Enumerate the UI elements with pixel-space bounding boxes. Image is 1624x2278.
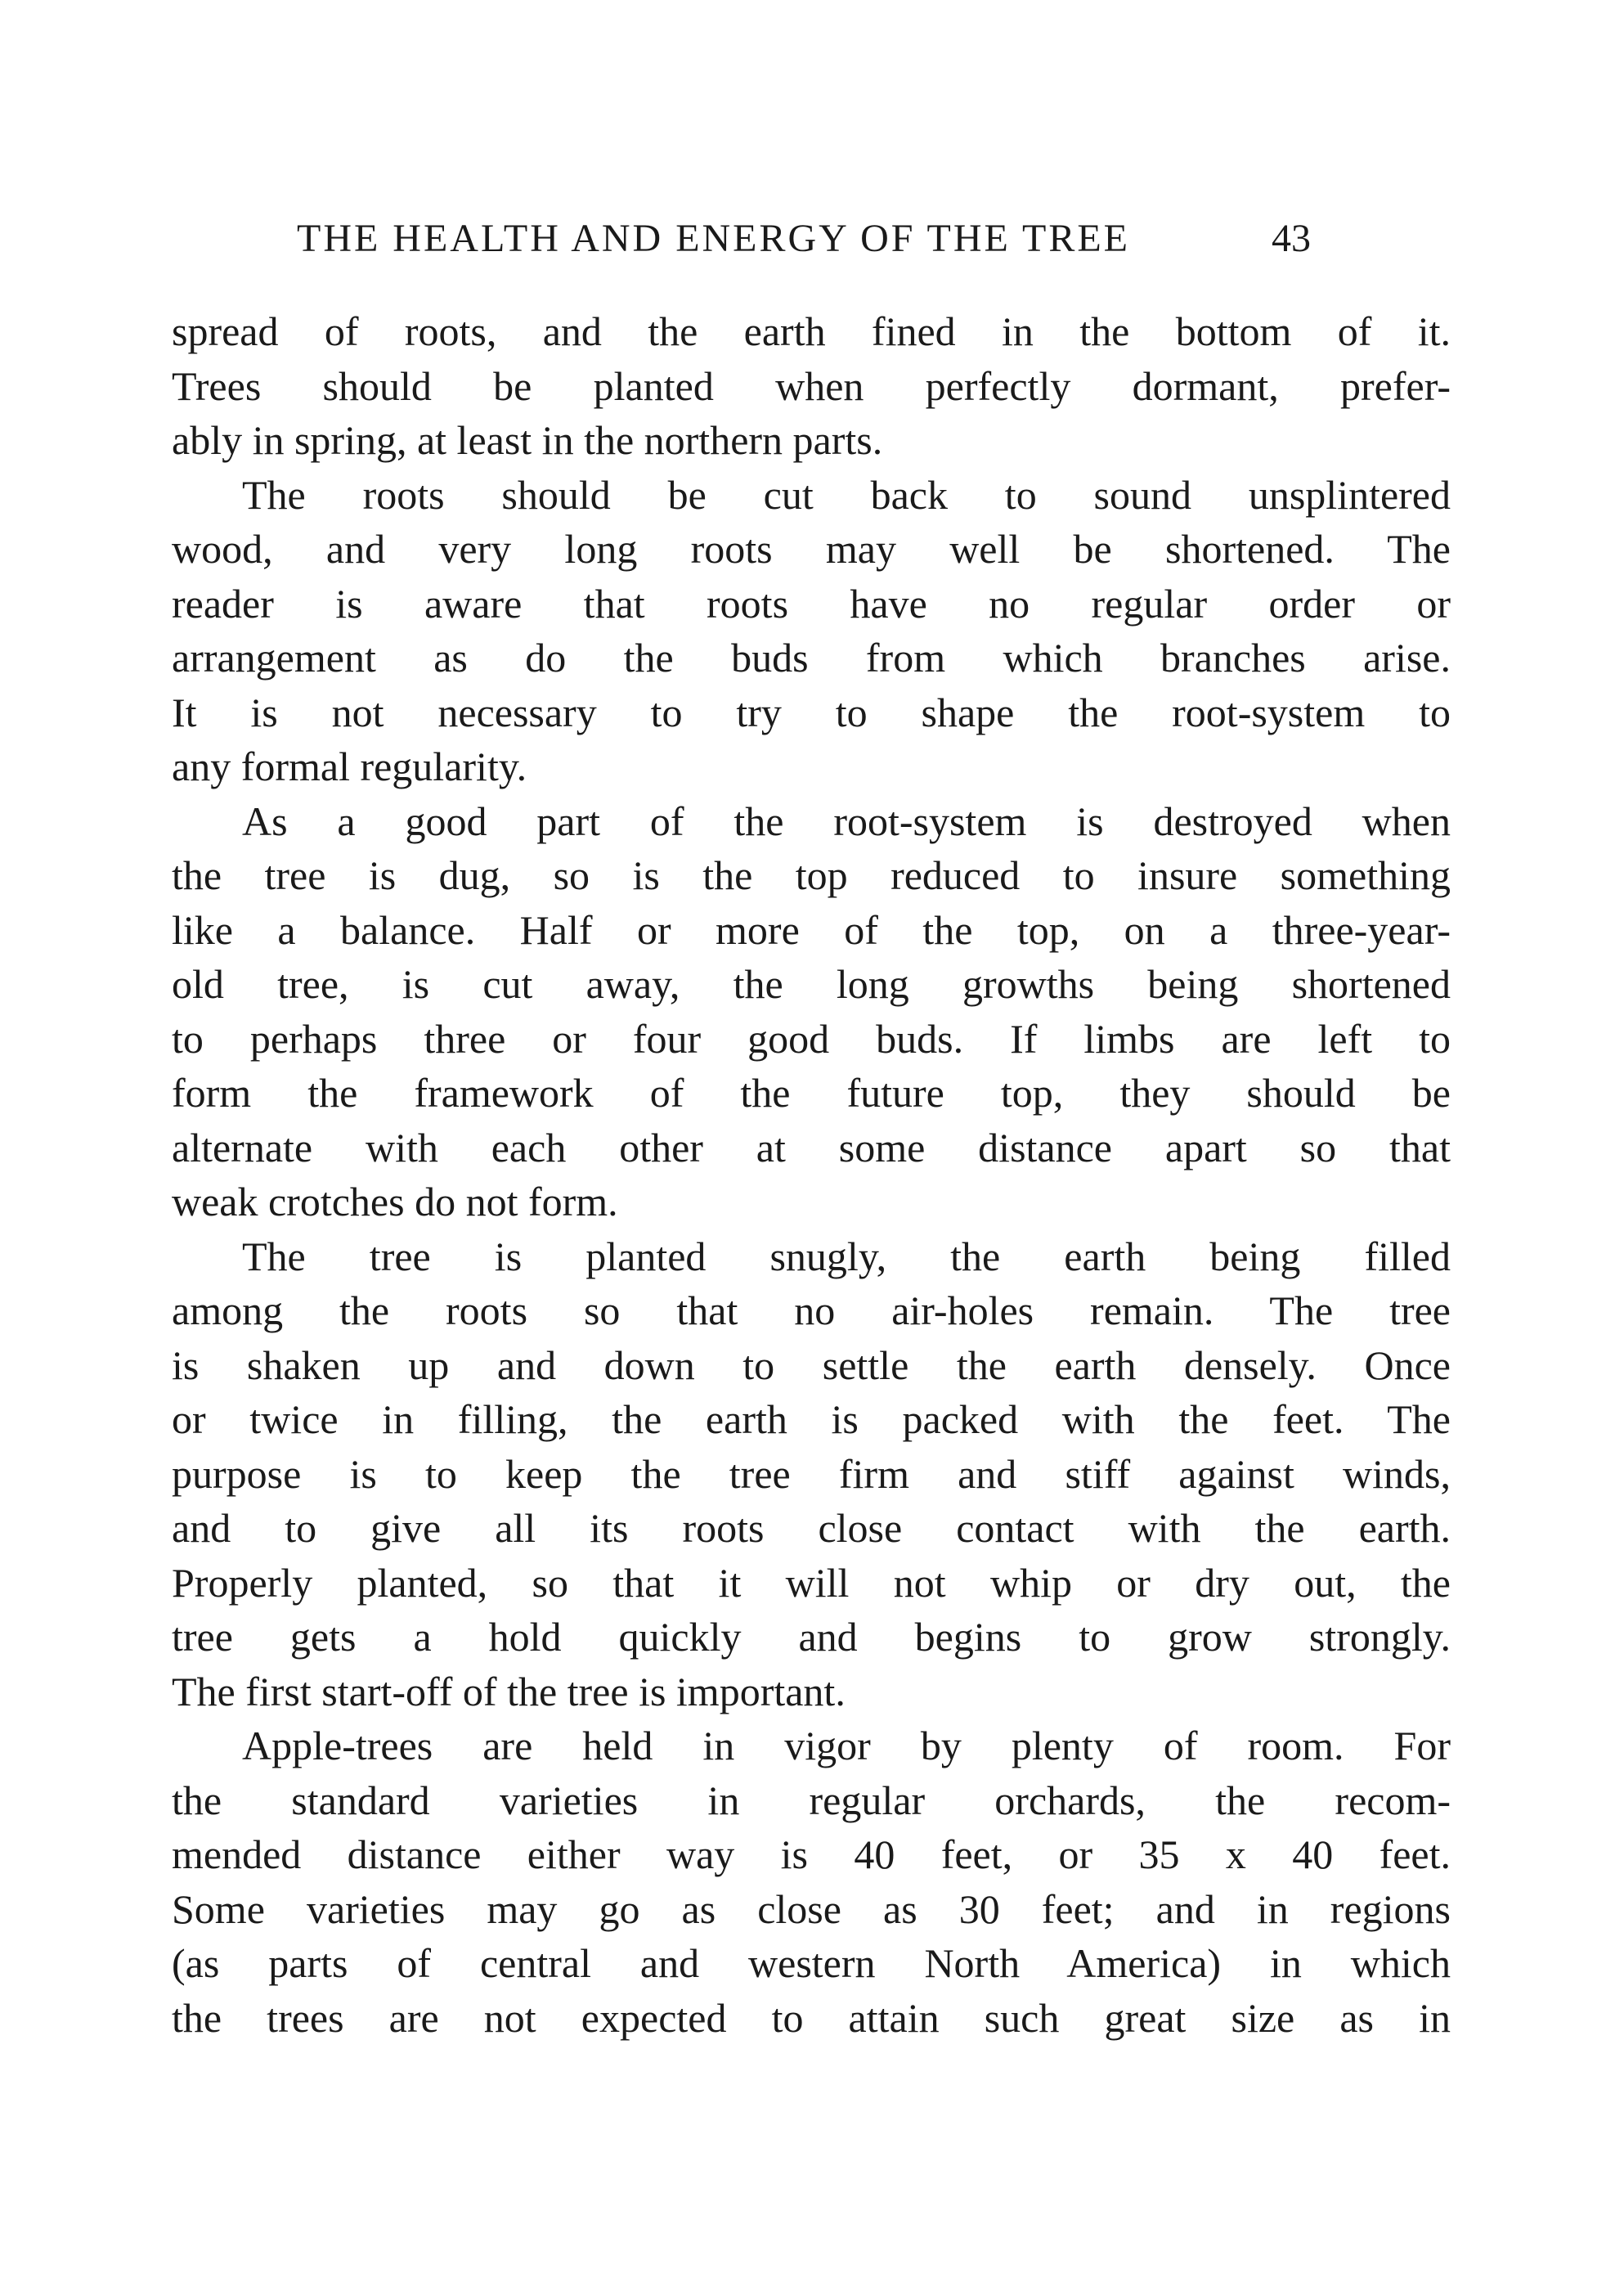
text-line: and to give all its roots close contact with the earth. [172,1505,1451,1551]
text-line: Some varieties may go as close as 30 feet; and in regions [172,1885,1451,1932]
text-line: purpose is to keep the tree firm and stiff against winds, [172,1450,1451,1497]
text-line: the tree is dug, so is the top reduced to insure something [172,852,1451,898]
text-line: (as parts of central and western North America) in which [172,1940,1451,1986]
text-line: Trees should be planted when perfectly dormant, prefer- [172,362,1451,409]
text-line: tree gets a hold quickly and begins to grow strongly. [172,1614,1451,1660]
text-line: any formal regularity. [172,744,527,789]
text-line: The roots should be cut back to sound unsplintered [242,471,1451,518]
text-line: weak crotches do not form. [172,1179,618,1224]
text-line: old tree, is cut away, the long growths being shortened [172,961,1451,1007]
text-line: Properly planted, so that it will not whip or dry out, the [172,1559,1451,1606]
text-line: As a good part of the root-system is destroyed when [242,798,1451,844]
text-line: mended distance either way is 40 feet, or 35 x 40 feet. [172,1831,1451,1877]
text-line: wood, and very long roots may well be shortened. The [172,526,1451,572]
text-line: form the framework of the future top, they should be [172,1070,1451,1116]
page-number: 43 [1272,217,1311,260]
text-line: ably in spring, at least in the northern parts. [172,417,883,463]
text-line: Apple-trees are held in vigor by plenty of room. For [242,1723,1451,1768]
text-line: The tree is planted snugly, the earth being filled [242,1233,1451,1279]
text-line: spread of roots, and the earth fined in the bottom of it. [172,308,1451,354]
text-line: the standard varieties in regular orchards, the recom- [172,1777,1451,1823]
text-line: the trees are not expected to attain such great size as in [172,1994,1451,2041]
text-line: arrangement as do the buds from which branches arise. [172,635,1451,681]
text-line: or twice in filling, the earth is packed with the feet. The [172,1396,1451,1442]
text-line: It is not necessary to try to shape the root-system to [172,689,1451,735]
text-line: like a balance. Half or more of the top, on a three-year- [172,906,1451,953]
text-line: among the roots so that no air-holes remain. The tree [172,1287,1451,1333]
text-line: to perhaps three or four good buds. If limbs are left to [172,1015,1451,1062]
text-line: The first start-off of the tree is important. [172,1668,846,1714]
running-title: THE HEALTH AND ENERGY OF THE TREE [297,217,1130,260]
text-line: is shaken up and down to settle the earth densely. Once [172,1341,1451,1388]
running-head [297,214,1311,263]
text-line: reader is aware that roots have no regular order or [172,580,1451,627]
body-text [172,304,1451,2045]
text-line: alternate with each other at some distance apart so that [172,1124,1451,1170]
